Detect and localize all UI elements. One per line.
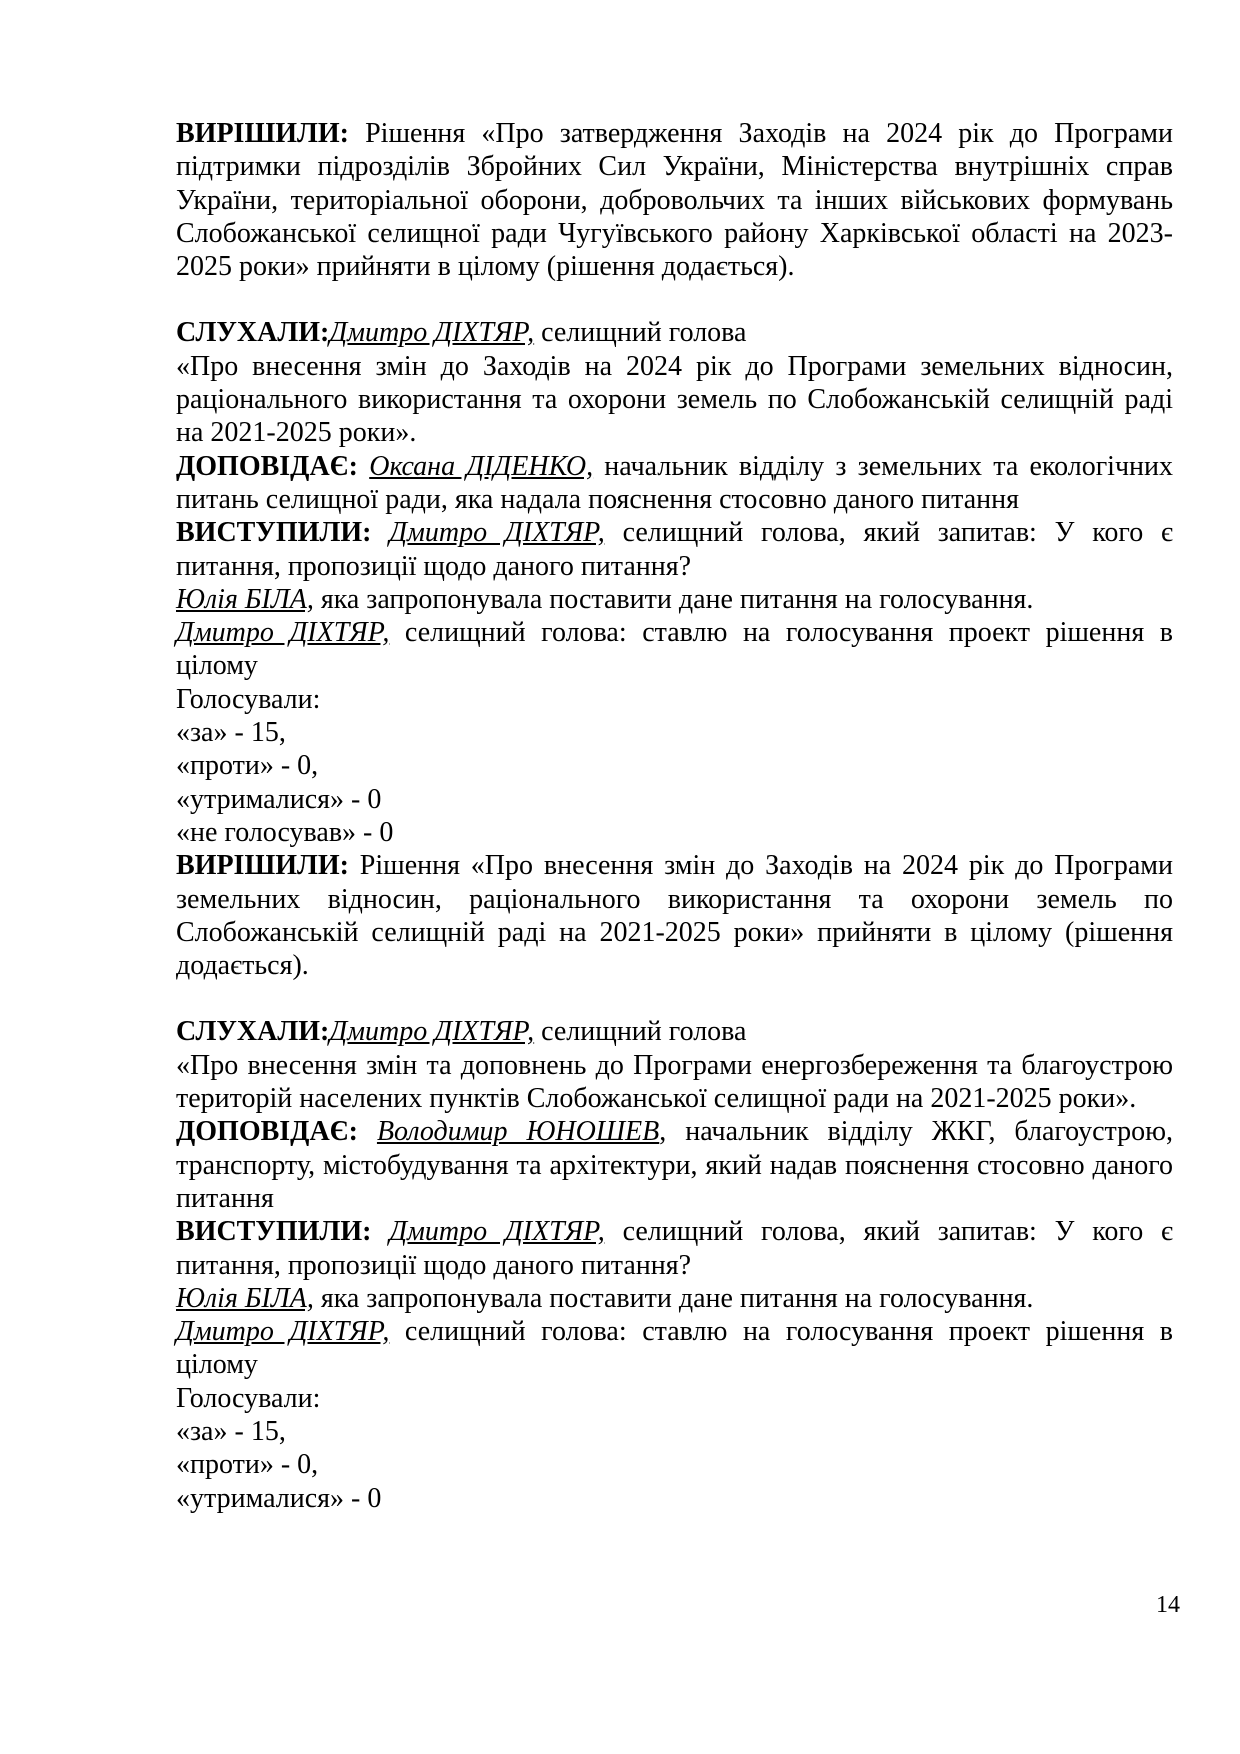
speaker-role: селищний голова (534, 317, 747, 349)
proposal-text: яка запропонувала поставити дане питання на голосування. (313, 1282, 1034, 1314)
section-gap (176, 283, 1173, 316)
speaker-name: Дмитро ДІХТЯР, (329, 1016, 535, 1048)
heard-line (176, 1015, 1173, 1048)
proposal-paragraph (176, 1282, 1173, 1315)
speaker-name: Дмитро ДІХТЯР, (389, 1216, 605, 1248)
spoke-text: селищний голова, який запитав: У кого є питання, пропозиції щодо даного питання? (176, 1216, 1174, 1281)
heard-line (176, 316, 1173, 349)
vote-call-paragraph (176, 616, 1173, 683)
vote-result-abstained: «утрималися» - 0 (176, 1482, 382, 1514)
chair-name: Дмитро ДІХТЯР, (176, 1316, 390, 1348)
vote-call-text: селищний голова: ставлю на голосування проект рішення в цілому (176, 617, 1173, 682)
decision-label: ВИРІШИЛИ: (176, 850, 349, 882)
reporter-name: Оксана ДІДЕНКО, (369, 450, 594, 482)
speaker-name: Дмитро ДІХТЯР, (329, 317, 535, 349)
report-label: ДОПОВІДАЄ: (176, 450, 358, 482)
report-text: , начальник відділу ЖКГ, благоустрою, транспорту, містобудування та архітектури, який надав пояснення стосовно даного питання (176, 1116, 1174, 1214)
spoke-text: селищний голова, який запитав: У кого є питання, пропозиції щодо даного питання? (176, 517, 1174, 582)
agenda-topic: «Про внесення змін та доповнень до Програми енергозбереження та благоустрою територій населених пунктів Слобожанської селищної ради на 2021-2025 роки». (176, 1049, 1173, 1115)
decision-text: Рішення «Про затвердження Заходів на 2024 рік до Програми підтримки підрозділів Збройних Сил України, Міністерства внутрішніх справ України, територіальної оборони, добровольчих та інших військових формувань Слобожанської селищної ради Чугуївського району Харківської області на 2023-2025 роки» прийняти в цілому (рішення додається). (176, 118, 1173, 283)
proposer-name: Юлія БІЛА, (176, 1282, 314, 1314)
proposer-name: Юлія БІЛА, (176, 583, 314, 615)
voted-label: Голосували: (176, 1382, 321, 1414)
vote-result-abstained: «утрималися» - 0 (176, 783, 382, 815)
proposal-text: яка запропонувала поставити дане питання на голосування. (313, 583, 1034, 615)
chair-name: Дмитро ДІХТЯР, (176, 617, 390, 649)
vote-result-for: «за» - 15, (176, 1415, 286, 1447)
report-paragraph (176, 1115, 1173, 1215)
page-number: 14 (1156, 1592, 1180, 1618)
report-text: начальник відділу з земельних та екологічних питань селищної ради, яка надала пояснення стосовно даного питання (176, 450, 1174, 515)
decision-text: Рішення «Про внесення змін до Заходів на 2024 рік до Програми земельних відносин, раціонального використання та охорони земель по Слобожанській селищній раді на 2021-2025 роки» прийняти в цілому (рішення додається). (176, 850, 1173, 982)
reporter-name: Володимир ЮНОШЕВ (376, 1116, 660, 1148)
speaker-name: Дмитро ДІХТЯР, (389, 517, 605, 549)
proposal-paragraph (176, 583, 1173, 616)
vote-result-for: «за» - 15, (176, 717, 286, 749)
agenda-topic: «Про внесення змін до Заходів на 2024 рік до Програми земельних відносин, раціонального використання та охорони земель по Слобожанській селищній раді на 2021-2025 роки». (176, 350, 1173, 449)
spoke-label: ВИСТУПИЛИ: (176, 517, 372, 549)
vote-call-text: селищний голова: ставлю на голосування проект рішення в цілому (176, 1316, 1173, 1381)
decision-paragraph (176, 117, 1173, 283)
heard-label: СЛУХАЛИ: (176, 317, 330, 349)
report-label: ДОПОВІДАЄ: (176, 1116, 358, 1148)
section-gap (176, 982, 1173, 1015)
minutes-body (176, 117, 1173, 1515)
vote-result-not-voted: «не голосував» - 0 (176, 816, 394, 848)
spoke-label: ВИСТУПИЛИ: (176, 1216, 372, 1248)
spoke-paragraph (176, 1215, 1173, 1282)
decision-paragraph (176, 849, 1173, 982)
heard-label: СЛУХАЛИ: (176, 1016, 330, 1048)
decision-label: ВИРІШИЛИ: (176, 118, 349, 149)
vote-call-paragraph (176, 1315, 1173, 1382)
voted-label: Голосували: (176, 683, 321, 715)
speaker-role: селищний голова (534, 1016, 747, 1048)
report-paragraph (176, 450, 1173, 517)
spoke-paragraph (176, 516, 1173, 583)
vote-result-against: «проти» - 0, (176, 1449, 319, 1481)
vote-result-against: «проти» - 0, (176, 750, 319, 782)
